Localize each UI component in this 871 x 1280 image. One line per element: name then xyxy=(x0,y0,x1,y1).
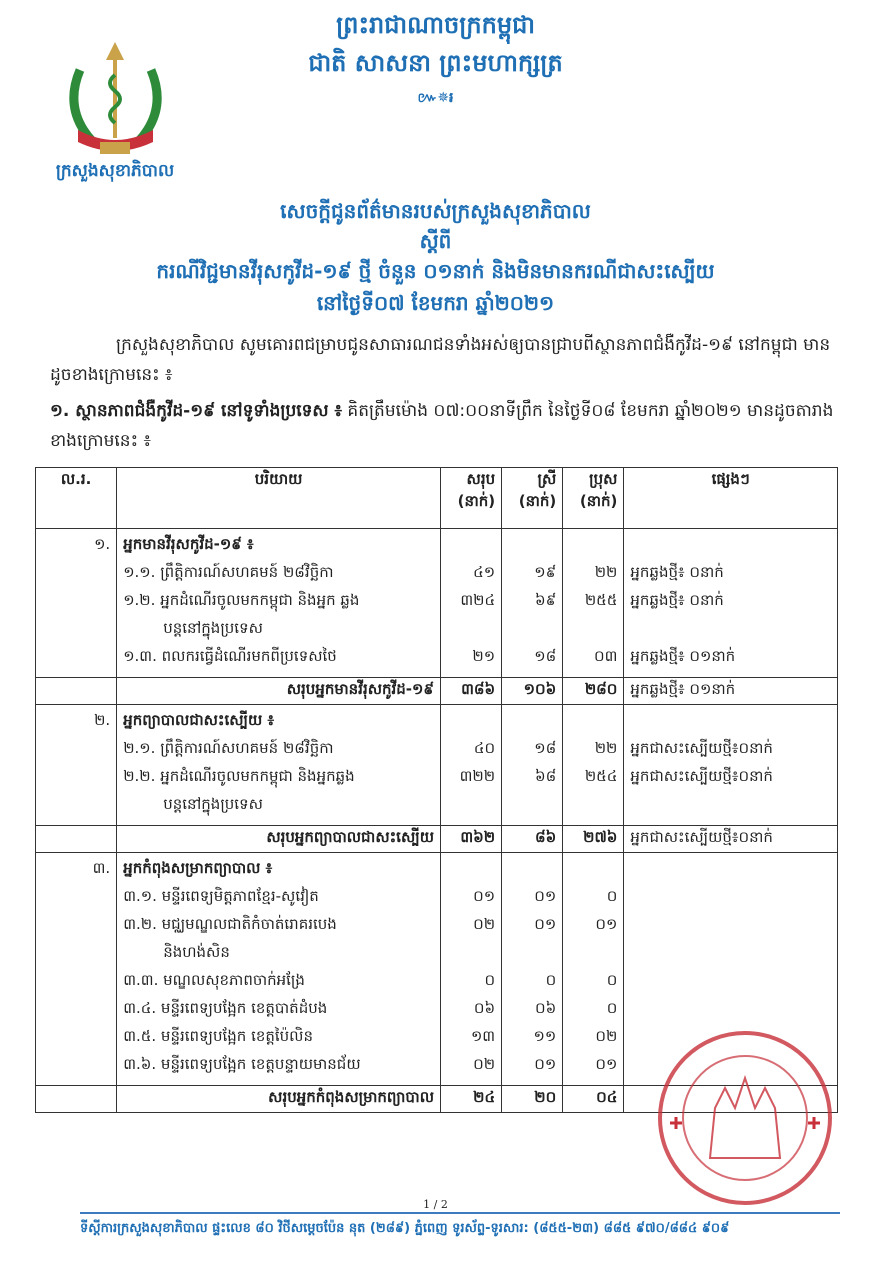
group-description xyxy=(117,853,441,1086)
spacer xyxy=(569,795,617,823)
summary-male: ២៧៦ xyxy=(563,826,624,853)
row-label: ២.១. ព្រឹត្តិការណ៍សហគមន៍ ២៨វិច្ឆិកា xyxy=(123,739,334,757)
summary-male: ២៨០ xyxy=(563,678,624,705)
row-male: ០ xyxy=(606,999,618,1017)
section-1-text: គិតត្រឹមម៉ោង ០៧:០០នាទីព្រឹក នៃថ្ងៃទី០៨ ខែមករា ឆ្នាំ២០២១ មានដូចតារាងខាងក្រោមនេះ ៖ xyxy=(50,401,834,451)
row-male: ០ xyxy=(606,971,618,989)
row-total: ២១ xyxy=(472,647,496,665)
row-total: ៣២៤ xyxy=(460,591,496,609)
group-total-cell xyxy=(440,853,501,1086)
row-female: ៦៩ xyxy=(535,591,557,609)
row-label: ៣.៣. មណ្ឌលសុខភាពចាក់អង្រែ xyxy=(123,971,305,989)
header-other: ផ្សេងៗ xyxy=(624,468,838,529)
row-other: អ្នកជាសះស្បើយថ្មី៖០នាក់ xyxy=(630,767,773,785)
group-number: ១. xyxy=(36,529,117,678)
row-total: ៤០ xyxy=(473,739,496,757)
summary-row xyxy=(36,678,838,705)
row-label: ៣.៥. មន្ទីរពេទ្យបង្អែក ខេត្តប៉ៃលិន xyxy=(123,1027,313,1045)
spacer xyxy=(508,711,556,739)
footer-address: ទីស្តីការក្រសួងសុខាភិបាល ផ្ទះលេខ ៨០ វិថីសម្តេចប៉ែន នុត (២៨៩) ភ្នំពេញ ទូរស័ព្ទ-ទូរសារ: (៨៥៥-២៣) ៨៨៥ ៩៧០/៨៨៤ ៩០៩ xyxy=(80,1221,730,1236)
row-other xyxy=(630,999,831,1027)
row-total: ០២ xyxy=(473,1055,496,1073)
spacer xyxy=(569,859,617,887)
intro-paragraph: ក្រសួងសុខាភិបាល សូមគោរពជម្រាបជូនសាធារណជនទាំងអស់ឲ្យបានជ្រាបពីស្ថានភាពជំងឺកូវីដ-១៩ នៅកម្ពុជា មានដូចខាងក្រោមនេះ ៖ xyxy=(50,335,831,385)
group-row xyxy=(36,705,838,826)
kingdom-title: ព្រះរាជាណាចក្រកម្ពុជា xyxy=(336,11,535,39)
spacer xyxy=(630,711,831,739)
group-description xyxy=(117,529,441,678)
summary-row xyxy=(36,826,838,853)
row-female: ០៦ xyxy=(535,999,557,1017)
header-female: ស្រី (នាក់) xyxy=(502,468,563,529)
summary-total: ២៤ xyxy=(440,1086,501,1113)
summary-other: អ្នកឆ្លងថ្មី៖ ០១នាក់ xyxy=(624,678,838,705)
row-female: ១៩ xyxy=(534,563,557,581)
group-title: អ្នកព្យាបាលជាសះស្បើយ ៖ xyxy=(123,711,275,729)
row-total: ០៦ xyxy=(473,999,496,1017)
spacer xyxy=(508,535,556,563)
summary-label: សរុបអ្នកមានវីរុសកូវីដ-១៩ xyxy=(117,678,441,705)
spacer xyxy=(447,711,495,739)
footer-divider xyxy=(80,1212,840,1214)
spacer xyxy=(630,535,831,563)
header-no: ល.រ. xyxy=(36,468,117,529)
document-date: នៅថ្ងៃទី០៧ ខែមករា ឆ្នាំ២០២១ xyxy=(316,291,555,315)
group-other-cell xyxy=(624,705,838,826)
group-description xyxy=(117,705,441,826)
spacer xyxy=(630,943,831,971)
table-header-row xyxy=(36,468,838,529)
row-other: អ្នកឆ្លងថ្មី៖ ០នាក់ xyxy=(630,563,724,581)
spacer xyxy=(569,711,617,739)
row-male: ០ xyxy=(606,887,618,905)
row-total: ៤១ xyxy=(473,563,496,581)
ornament: ៚✵៛ xyxy=(417,90,454,106)
row-label-continued: បន្តនៅក្នុងប្រទេស xyxy=(163,795,263,813)
group-male-cell xyxy=(563,529,624,678)
header-total: សរុប (នាក់) xyxy=(440,468,501,529)
row-label: ៣.២. មជ្ឈមណ្ឌលជាតិកំចាត់រោគរបេង xyxy=(123,915,337,933)
group-other-cell xyxy=(624,529,838,678)
official-stamp xyxy=(655,1028,835,1208)
row-label: ១.២. អ្នកដំណើរចូលមកកម្ពុជា និងអ្នក ឆ្លង xyxy=(123,591,360,609)
row-label: ៣.១. មន្ទីរពេទ្យមិត្តភាពខ្មែរ-សូវៀត xyxy=(123,887,319,905)
group-number: ២. xyxy=(36,705,117,826)
row-male: ០៣ xyxy=(593,647,618,665)
group-male-cell xyxy=(563,705,624,826)
spacer xyxy=(630,619,831,647)
group-female-cell xyxy=(502,705,563,826)
spacer xyxy=(508,795,556,823)
group-female-cell xyxy=(502,853,563,1086)
row-male: ០២ xyxy=(595,1027,618,1045)
group-title: អ្នកកំពុងសម្រាកព្យាបាល ៖ xyxy=(123,859,273,877)
row-female: ១១ xyxy=(533,1027,557,1045)
row-total: ០១ xyxy=(473,887,496,905)
row-label-continued: និងហង់សិន xyxy=(163,943,230,961)
row-female: ០ xyxy=(545,971,557,989)
summary-female: ១០៦ xyxy=(502,678,563,705)
row-female: ០១ xyxy=(534,915,557,933)
spacer xyxy=(447,795,495,823)
group-total-cell xyxy=(440,529,501,678)
spacer xyxy=(630,859,831,887)
document-title-about: ស្តីពី xyxy=(419,229,452,253)
group-male-cell xyxy=(563,853,624,1086)
spacer xyxy=(447,619,495,647)
row-male: ២៥៤ xyxy=(584,767,618,785)
spacer xyxy=(447,943,495,971)
national-motto: ជាតិ សាសនា ព្រះមហាក្សត្រ xyxy=(308,49,563,77)
group-total-cell xyxy=(440,705,501,826)
section-1-paragraph xyxy=(50,396,840,456)
row-male: ២៥៥ xyxy=(584,591,618,609)
row-label: ៣.៦. មន្ទីរពេទ្យបង្អែក ខេត្តបន្ទាយមានជ័យ xyxy=(123,1055,361,1073)
group-female-cell xyxy=(502,529,563,678)
spacer xyxy=(508,943,556,971)
row-male: ២២ xyxy=(594,563,618,581)
row-other: អ្នកឆ្លងថ្មី៖ ០១នាក់ xyxy=(630,647,736,665)
table-body xyxy=(36,529,838,1113)
row-other xyxy=(630,887,831,915)
spacer xyxy=(447,535,495,563)
summary-total: ៣៨៦ xyxy=(440,678,501,705)
spacer xyxy=(630,795,831,823)
row-total: ៣២២ xyxy=(459,767,496,785)
spacer xyxy=(447,859,495,887)
row-label: ១.១. ព្រឹត្តិការណ៍សហគមន៍ ២៨វិច្ឆិកា xyxy=(123,563,334,581)
row-female: ០១ xyxy=(534,1055,557,1073)
summary-other: អ្នកជាសះស្បើយថ្មី៖០នាក់ xyxy=(624,826,838,853)
group-title: អ្នកមានវីរុសកូវីដ-១៩ ៖ xyxy=(123,535,254,553)
row-other: អ្នកជាសះស្បើយថ្មី៖០នាក់ xyxy=(630,739,773,757)
summary-number-cell xyxy=(36,1086,117,1113)
spacer xyxy=(569,535,617,563)
spacer xyxy=(508,859,556,887)
row-other: អ្នកឆ្លងថ្មី៖ ០នាក់ xyxy=(630,591,724,609)
summary-label: សរុបអ្នកព្យាបាលជាសះស្បើយ xyxy=(117,826,441,853)
row-female: ១៨ xyxy=(534,647,557,665)
summary-label: សរុបអ្នកកំពុងសម្រាកព្យាបាល xyxy=(117,1086,441,1113)
row-female: ១៨ xyxy=(534,739,557,757)
row-female: ៦៨ xyxy=(535,767,557,785)
summary-female: ៨៦ xyxy=(502,826,563,853)
row-male: ០១ xyxy=(595,1055,618,1073)
page-number: 1 / 2 xyxy=(423,1198,448,1211)
header-male: ប្រុស (នាក់) xyxy=(563,468,624,529)
ministry-name: ក្រសួងសុខាភិបាល xyxy=(55,161,175,181)
row-female: ០១ xyxy=(534,887,557,905)
summary-female: ២០ xyxy=(502,1086,563,1113)
row-other xyxy=(630,971,831,999)
row-label: ៣.៤. មន្ទីរពេទ្យបង្អែក ខេត្តបាត់ដំបង xyxy=(123,999,328,1017)
row-label-continued: បន្តនៅក្នុងប្រទេស xyxy=(163,619,263,637)
spacer xyxy=(508,619,556,647)
summary-total: ៣៦២ xyxy=(440,826,501,853)
row-male: ០១ xyxy=(595,915,618,933)
row-label: ២.២. អ្នកដំណើរចូលមកកម្ពុជា និងអ្នកឆ្លង xyxy=(123,767,355,785)
document-subject: ករណីវិជ្ជមានវីរុសកូវីដ-១៩ ថ្មី ចំនួន ០១នាក់ និងមិនមានករណីជាសះស្បើយ xyxy=(156,259,715,283)
spacer xyxy=(569,619,617,647)
group-row xyxy=(36,529,838,678)
summary-number-cell xyxy=(36,826,117,853)
group-number: ៣. xyxy=(36,853,117,1086)
row-label: ១.៣. ពលករធ្វើដំណើរមកពីប្រទេសថៃ xyxy=(123,647,337,665)
row-total: ០២ xyxy=(473,915,496,933)
row-male: ២២ xyxy=(594,739,618,757)
summary-number-cell xyxy=(36,678,117,705)
row-total: ១៣ xyxy=(470,1027,496,1045)
row-other xyxy=(630,915,831,943)
covid-statistics-table xyxy=(35,467,838,1113)
section-1-heading: ១. ស្ថានភាពជំងឺកូវីដ-១៩ នៅទូទាំងប្រទេស ៖ xyxy=(50,401,342,421)
row-total: ០ xyxy=(484,971,496,989)
spacer xyxy=(569,943,617,971)
summary-male: ០៤ xyxy=(563,1086,624,1113)
document-title: សេចក្តីជូនព័ត៌មានរបស់ក្រសួងសុខាភិបាល xyxy=(280,199,591,223)
header-description: បរិយាយ xyxy=(117,468,441,529)
